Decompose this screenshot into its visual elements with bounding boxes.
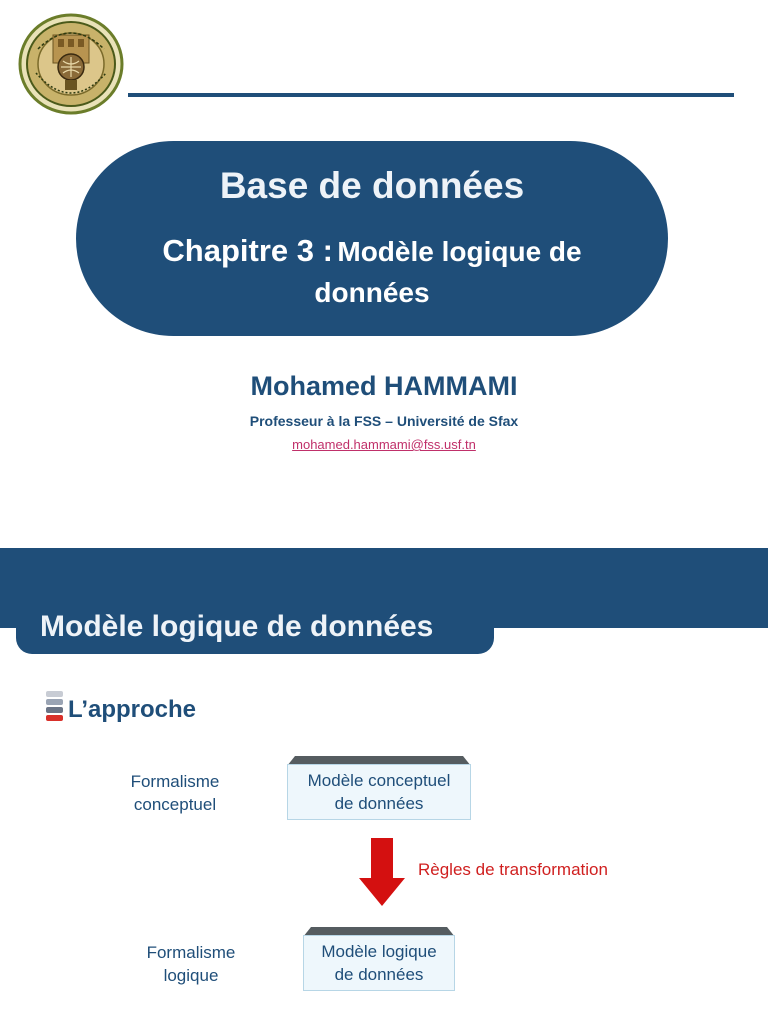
section-heading: L’approche	[68, 696, 197, 723]
down-arrow-icon	[359, 838, 405, 906]
header-divider	[128, 93, 734, 97]
title-banner	[76, 141, 668, 336]
university-seal-icon	[18, 13, 124, 115]
chapter-name: Modèle logique de données	[314, 236, 582, 308]
transformation-rules-label: Règles de transformation	[418, 860, 608, 879]
logical-model-box	[303, 927, 455, 991]
chapter-title	[106, 233, 638, 316]
formalism-label-line: Formalisme	[130, 772, 220, 791]
box-label-line: Modèle conceptuel	[307, 771, 451, 790]
content-slide	[0, 548, 768, 1024]
stacked-bars-bullet-icon	[46, 691, 63, 723]
formalism-label-conceptual	[100, 770, 250, 816]
formalism-label-logical	[116, 941, 266, 987]
chapter-number: Chapitre 3 :	[162, 233, 333, 268]
box-label-line: de données	[334, 965, 424, 984]
conceptual-model-box	[287, 756, 471, 820]
course-title: Base de données	[219, 165, 525, 206]
box-label-line: de données	[334, 794, 424, 813]
formalism-label-line: Formalisme	[146, 943, 236, 962]
author-email-link[interactable]: mohamed.hammami@fss.usf.tn	[292, 437, 476, 452]
logical-model-label	[303, 935, 455, 991]
formalism-label-line: conceptuel	[133, 795, 217, 814]
box-label-line: Modèle logique	[321, 942, 437, 961]
author-affiliation: Professeur à la FSS – Université de Sfax	[249, 413, 519, 429]
slide-title: Modèle logique de données	[40, 610, 434, 643]
formalism-label-line: logique	[163, 966, 219, 985]
author-name: Mohamed HAMMAMI	[250, 371, 518, 401]
conceptual-model-label	[287, 764, 471, 820]
